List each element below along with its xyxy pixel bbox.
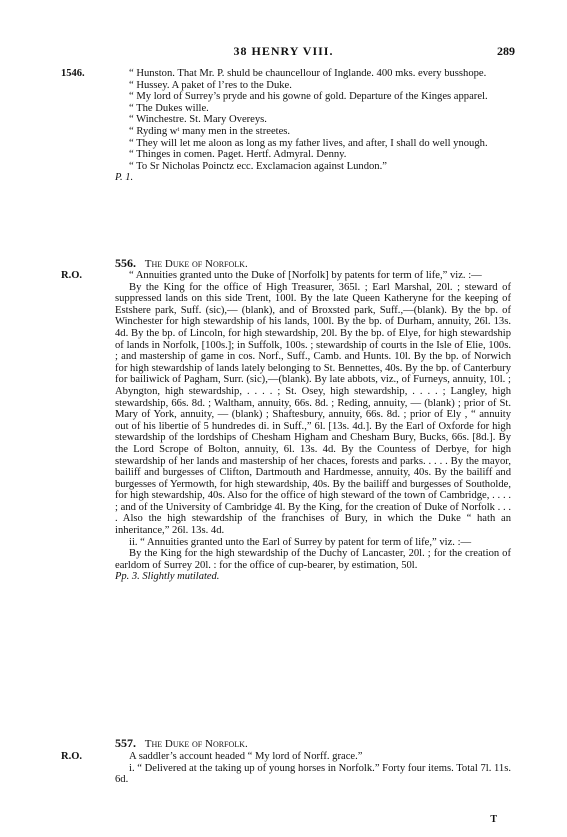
quote-line: “ They will let me aloon as long as my father lives, and after, I shall do well ynough. — [129, 137, 488, 149]
section-title: The Duke of Norfolk. — [144, 738, 248, 750]
section-557-heading — [115, 736, 511, 751]
signature-mark: T — [490, 814, 497, 825]
mutilated-note: Pp. 3. Slightly mutilated. — [115, 571, 220, 583]
section-title: The Duke of Norfolk. — [144, 258, 248, 270]
section-number: 556. — [115, 256, 136, 270]
letter-extract — [115, 68, 511, 184]
quote-line: “ Ryding wᵗ many men in the streetes. — [129, 125, 291, 137]
section-intro: A saddler’s account headed “ My lord of Norff. grace.” — [129, 751, 363, 762]
quote-line: “ The Dukes wille. — [129, 102, 209, 114]
margin-record-office: R.O. — [61, 270, 82, 281]
surrey-heading: ii. “ Annuities granted unto the Earl of Surrey by patent for term of life,” viz. :— — [129, 536, 472, 548]
section-number: 557. — [115, 736, 136, 750]
section-556-heading — [115, 256, 511, 271]
account-item: i. “ Delivered at the taking up of young horses in Norfolk.” Forty four items. Total 7l. 11s. 6d. — [115, 762, 511, 786]
section-556-body — [115, 270, 511, 583]
page-number: 289 — [497, 44, 515, 58]
margin-record-office: R.O. — [61, 751, 82, 762]
quote-line: “ My lord of Surrey’s pryde and his gowne of gold. Departure of the Kinges apparel. — [129, 91, 488, 103]
surrey-paragraph: By the King for the high stewardship of the Duchy of Lancaster, 20l. ; for the creation of earldom of Surrey 20l. : for the office of cup-bearer, by estimation, 50l. — [115, 548, 511, 571]
running-header — [0, 44, 567, 60]
quote-line: “ Winchestre. St. Mary Overeys. — [129, 114, 267, 126]
annuities-paragraph: By the King for the office of High Treasurer, 365l. ; Earl Marshal, 20l. ; steward of suppressed lands on this side Trent, 100l. By the late Queen Katheryne for the keeping of Estshere park, Suff. (sic),— (blank), and of Broxsted park, Suff.,—(blank). By the bp. of Winchester for high stewardship of his lands, 100l. By the bp. of Durham, annuity, 26l. 13s. 4d. By the bp. of Lincoln, for high stewardship, 20l. By the bp. of Elye, for high stewardship of lands in Norfolk, [100s.]; in Suffolk, 100s. ; stewardship of courts in the Isle of Elie, 100s. ; and mastership of game in cos. Norf., Suff., Camb. and Hunts. 10l. By the bp. of Norwich for high stewardship of lands lately belonging to St. Bennettes, 40s. By the bp. of Canterbury for bailiwick of Pagham, Surr. (sic),—(blank). By late abbots, viz., of Furneys, annuity, 10l. ; Abyngton, high stewardship, . . . . ; St. Osey, high stewardship, . . . . ; Langley, high stewardship, 66s. 8d. ; Waltham, annuity, 66s. 8d. ; Reding, annuity, — (blank) ; prior of St. Mary of York, annuity, — (blank) ; Shaftesbury, annuity, 66s. 8d. ; prior of Ely , “ annuity out of his libertie of 5 hundredes di. in Suff.,” 6l. [13s. 4d.]. By the Earl of Oxforde for high stewardship of the lordships of Chesham Higham and Chesham Bury, Bucks, 66s. [8d.]. By the Lord Scrope of Bolton, annuity, 6l. 13s. 4d. By the Countess of Derbye, for high stewardship of her lands and mastership of her chaces, forests and parks. . . . . By the mayor, bailiff and burgesses of Clifton, Dartmouth and Hardmesse, annuity, 40s. By the bailiff and burgesses of Yermowth, for high stewardship, 40s. By the bailiff and burgesses of Southolde, for high stewardship, 40s. Also for the office of high steward of the town of Cambridge, . . . . ; and of the University of Cambridge 4l. By the King, for the creation of Duke of Norfolk . . . . Also the high stewardship of the franchises of Bury, in which the Duke “ hath an inheritance,” 26l. 13s. 4d. — [115, 281, 511, 537]
page-count-note: P. 1. — [115, 172, 134, 184]
quote-line: “ Hunston. That Mr. P. shuld be chauncellour of Inglande. 400 mks. every busshope. — [129, 68, 487, 79]
margin-year: 1546. — [61, 68, 85, 79]
running-title: 38 HENRY VIII. — [233, 44, 334, 58]
quote-line: “ Hussey. A paket of l’res to the Duke. — [129, 79, 292, 91]
section-intro: “ Annuities granted unto the Duke of [Norfolk] by patents for term of life,” viz. :— — [129, 270, 482, 281]
quote-line: “ To Sr Nicholas Poinctz ecc. Exclamacion against Lundon.” — [129, 160, 387, 172]
quote-line: “ Thinges in comen. Paget. Hertf. Admyral. Denny. — [129, 149, 347, 161]
section-557-body — [115, 751, 511, 786]
